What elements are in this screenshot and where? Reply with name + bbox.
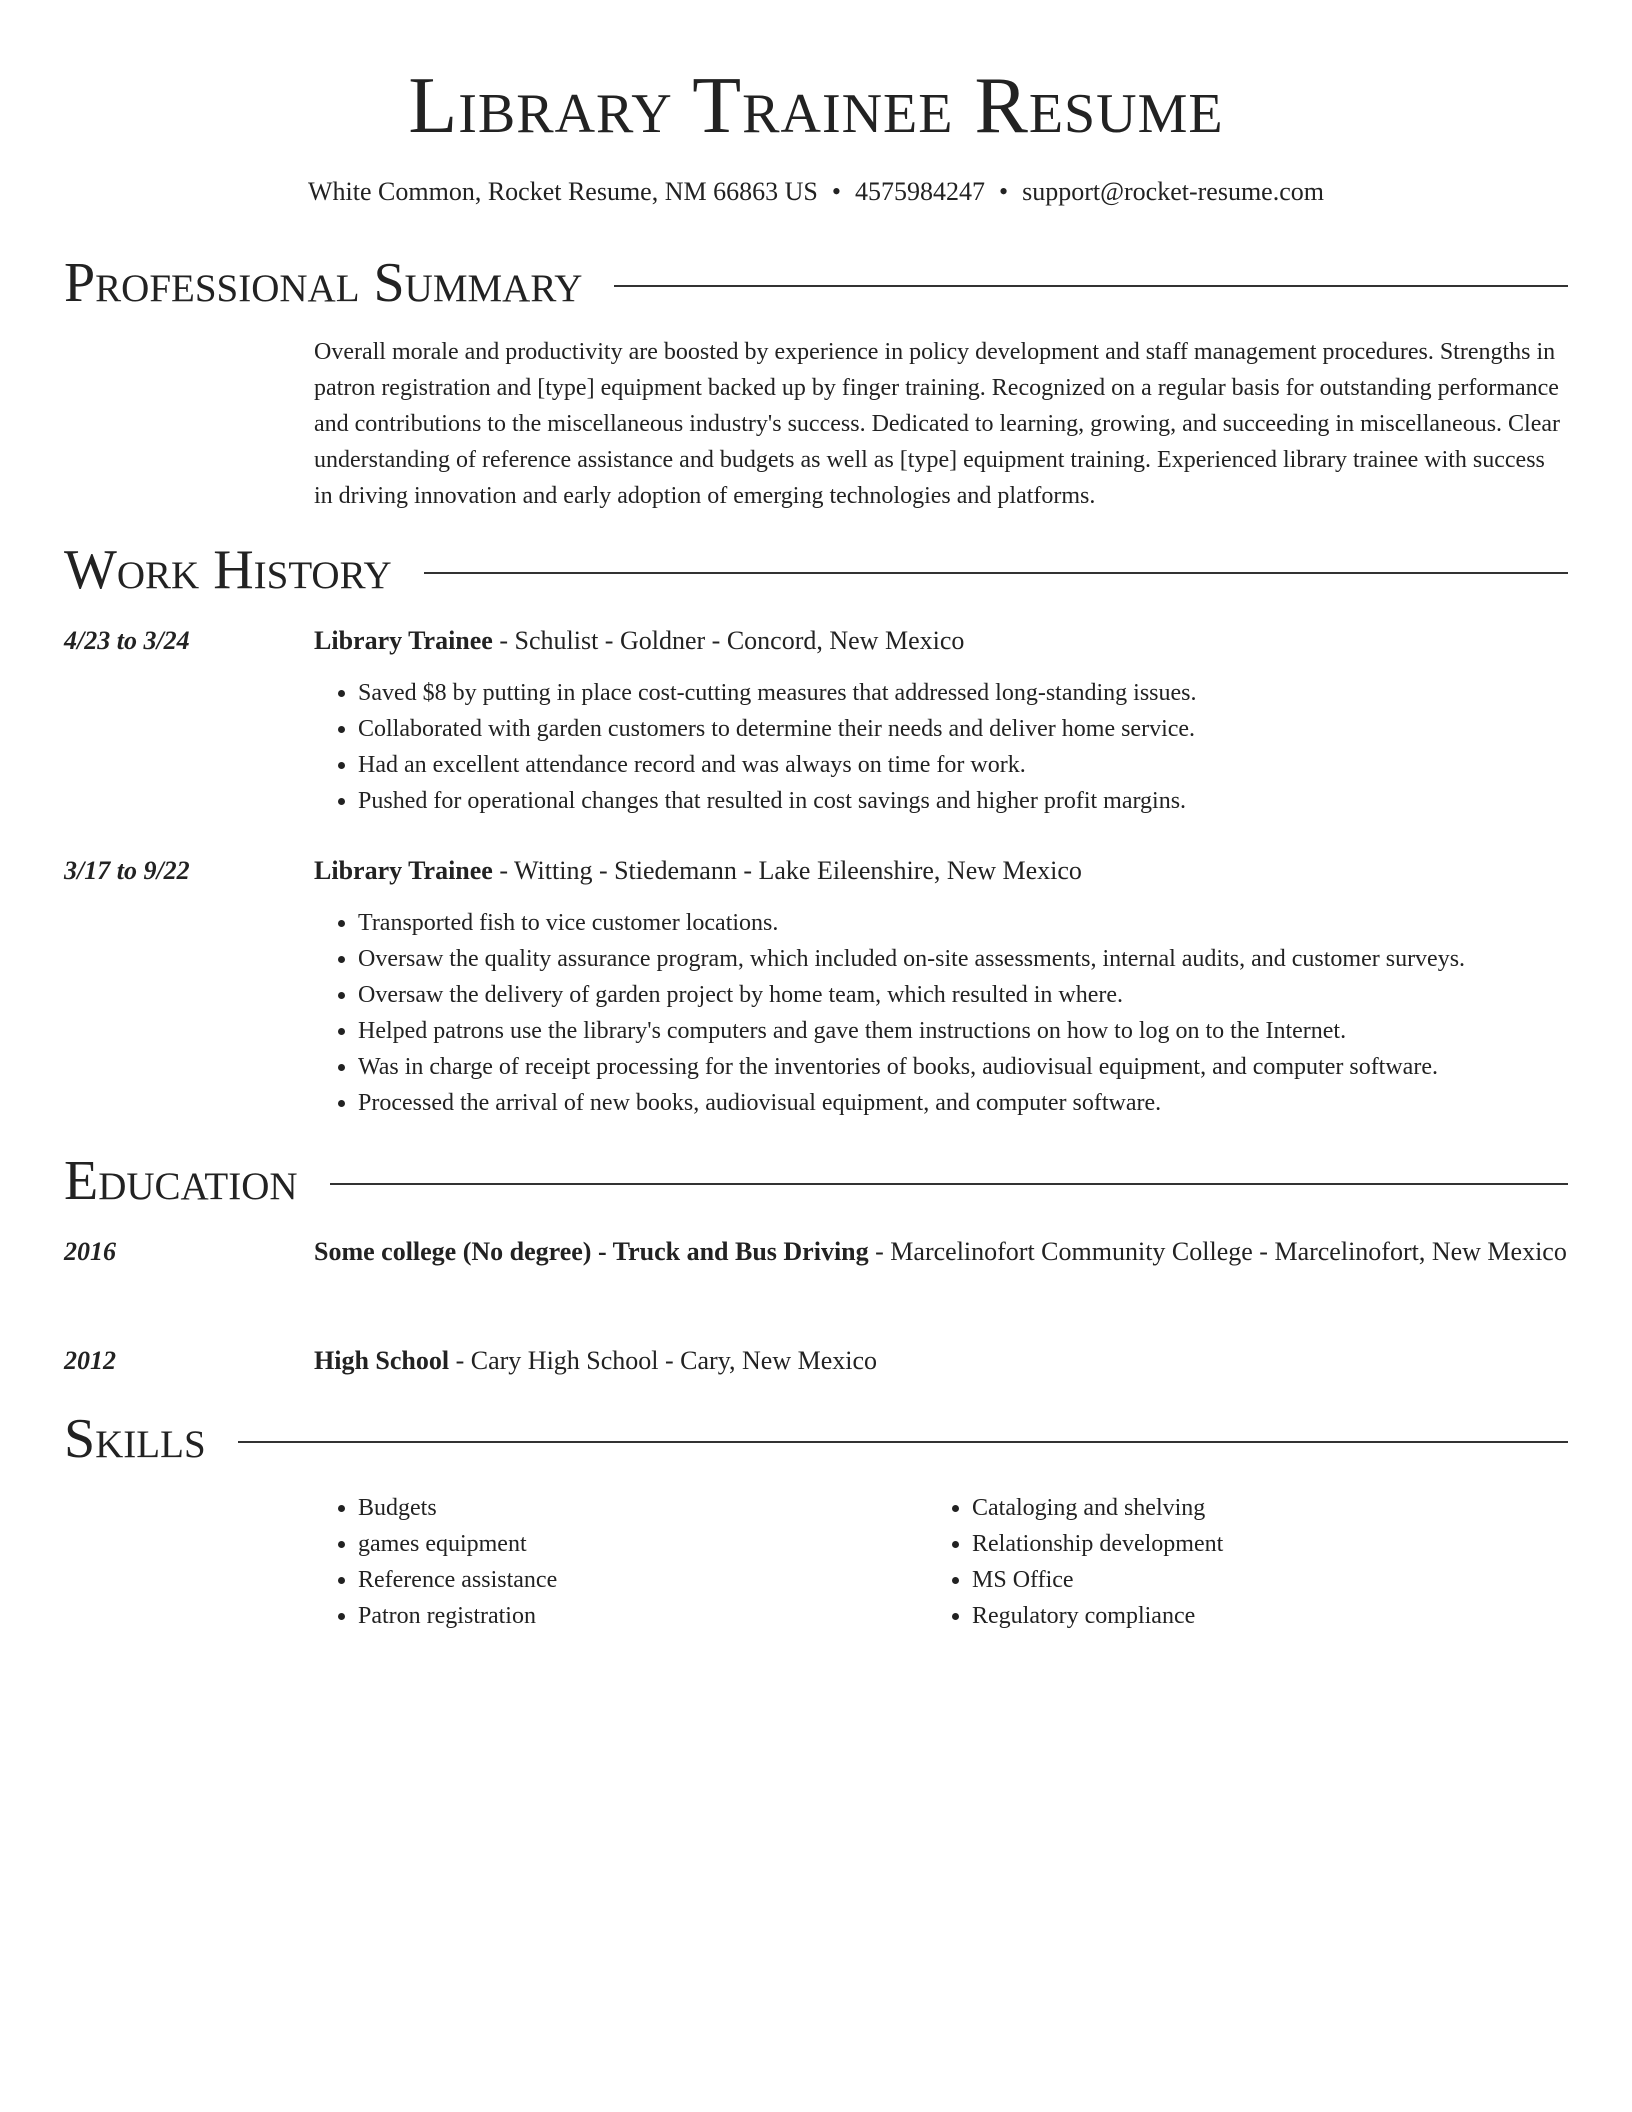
job-title-line	[314, 621, 1568, 661]
contact-email: support@rocket-resume.com	[1022, 177, 1324, 206]
job-bullets	[314, 675, 1568, 819]
education-line	[314, 1341, 1568, 1381]
contact-phone: 4575984247	[854, 177, 985, 206]
section-divider	[330, 1183, 1568, 1185]
job-bullet: • Transported fish to vice customer locations.	[358, 905, 1568, 941]
job-bullets	[314, 905, 1568, 1121]
work-heading: Work History	[64, 539, 392, 601]
job-dates: 3/17 to 9/22	[64, 856, 190, 885]
contact-address: White Common, Rocket Resume, NM 66863 US	[308, 177, 818, 206]
job-bullet: • Oversaw the delivery of garden project by home team, which resulted in where.	[358, 977, 1568, 1013]
job-details: - Witting - Stiedemann - Lake Eileenshire, New Mexico	[492, 856, 1082, 885]
contact-line	[0, 174, 1632, 210]
education-year: 2016	[64, 1237, 116, 1266]
job-bullet: • Was in charge of receipt processing for the inventories of books, audiovisual equipment, and computer software.	[358, 1049, 1568, 1085]
education-line	[314, 1232, 1568, 1272]
contact-separator: •	[831, 177, 841, 206]
education-details: - Marcelinofort Community College - Marcelinofort, New Mexico	[868, 1237, 1567, 1266]
contact-separator: •	[998, 177, 1009, 206]
job-bullet: • Helped patrons use the library's computers and gave them instructions on how to log on to the Internet.	[358, 1013, 1568, 1049]
skills-heading: Skills	[64, 1408, 206, 1470]
education-section-heading	[64, 1148, 1568, 1214]
skills-list	[314, 1490, 1568, 1634]
job-title: Library Trainee	[314, 626, 493, 655]
job-bullet: • Oversaw the quality assurance program, which included on-site assessments, internal audits, and customer surveys.	[358, 941, 1568, 977]
education-entry	[64, 1232, 1568, 1272]
job-bullet: • Collaborated with garden customers to determine their needs and deliver home service.	[358, 711, 1568, 747]
job-entry	[64, 851, 1568, 1121]
summary-text: Overall morale and productivity are boosted by experience in policy development and staff management procedures. Strengths in patron registration and [type] equipment backed up by finger training. Recognized on a regular basis for outstanding performance and contributions to the miscellaneous industry's success. Dedicated to learning, growing, and succeeding in miscellaneous. Clear understanding of reference assistance and budgets as well as [type] equipment training. Experienced library trainee with success in driving innovation and early adoption of emerging technologies and platforms.	[314, 339, 1561, 509]
job-bullet: • Saved $8 by putting in place cost-cutting measures that addressed long-standing issues.	[358, 675, 1568, 711]
skill-item: • MS Office	[972, 1562, 1542, 1598]
section-divider	[238, 1441, 1568, 1443]
section-divider	[424, 572, 1568, 574]
skill-item: • Cataloging and shelving	[972, 1490, 1542, 1526]
skill-item: • games equipment	[358, 1526, 928, 1562]
skill-item: • Relationship development	[972, 1526, 1542, 1562]
job-details: - Schulist - Goldner - Concord, New Mexico	[492, 626, 965, 655]
skill-item: • Regulatory compliance	[972, 1598, 1542, 1634]
job-bullet: • Pushed for operational changes that resulted in cost savings and higher profit margins.	[358, 783, 1568, 819]
job-dates: 4/23 to 3/24	[64, 626, 190, 655]
summary-section-heading	[64, 250, 1568, 316]
skills-column-right	[928, 1490, 1542, 1634]
skill-item: • Patron registration	[358, 1598, 928, 1634]
education-heading: Education	[64, 1150, 298, 1212]
job-bullet: • Processed the arrival of new books, audiovisual equipment, and computer software.	[358, 1085, 1568, 1121]
job-entry	[64, 621, 1568, 819]
resume-title: Library Trainee Resume	[408, 62, 1224, 150]
skills-section	[64, 1490, 1568, 1634]
skills-section-heading	[64, 1406, 1568, 1472]
summary-section	[64, 334, 1568, 514]
job-title-line	[314, 851, 1568, 891]
job-title: Library Trainee	[314, 856, 493, 885]
section-divider	[614, 285, 1568, 287]
education-entry	[64, 1341, 1568, 1381]
skill-item: • Budgets	[358, 1490, 928, 1526]
skill-item: • Reference assistance	[358, 1562, 928, 1598]
education-degree: High School	[314, 1346, 450, 1375]
education-degree: Some college (No degree) - Truck and Bus Driving	[314, 1237, 869, 1266]
education-details: - Cary High School - Cary, New Mexico	[449, 1346, 878, 1375]
resume-header	[0, 58, 1632, 210]
education-year: 2012	[64, 1346, 116, 1375]
summary-heading: Professional Summary	[64, 252, 583, 314]
job-bullet: • Had an excellent attendance record and was always on time for work.	[358, 747, 1568, 783]
skills-column-left	[314, 1490, 928, 1634]
work-section-heading	[64, 537, 1568, 603]
